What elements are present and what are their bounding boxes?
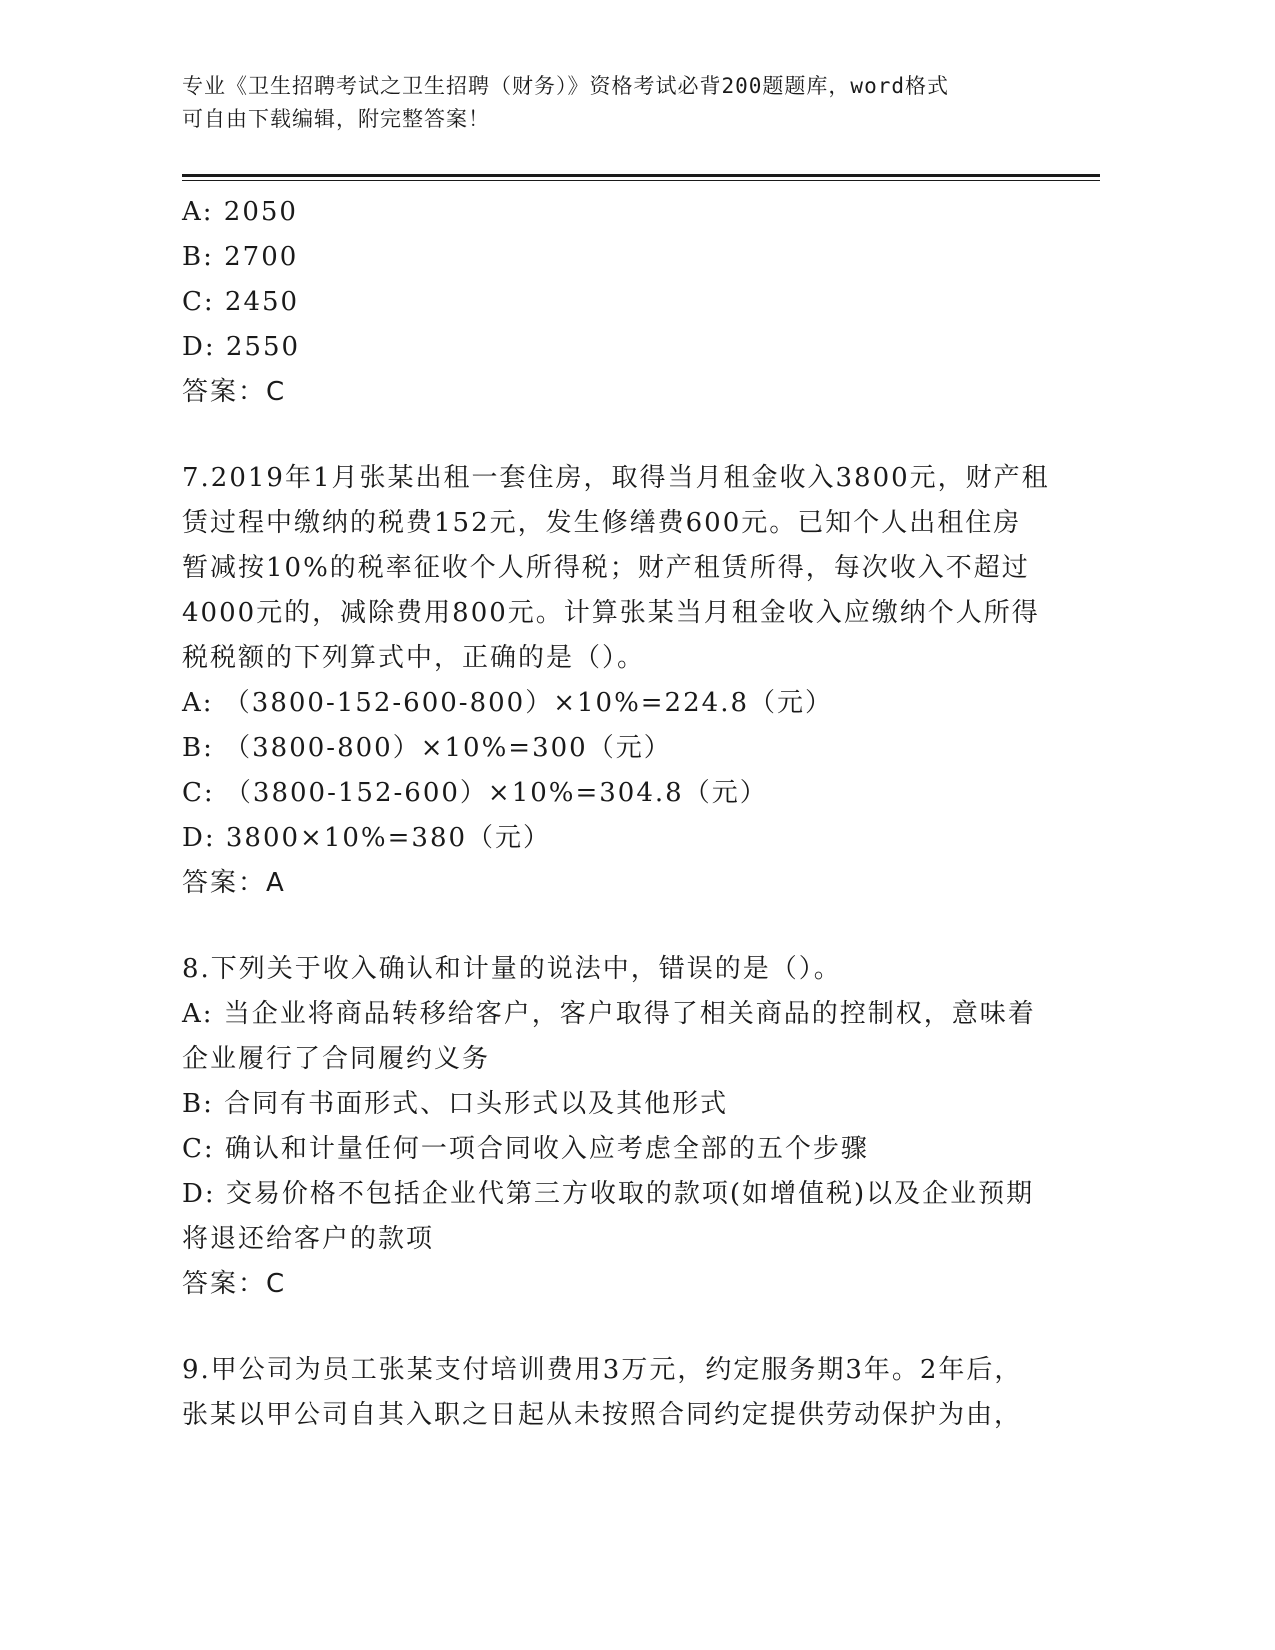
option-d: D: 2550: [182, 332, 301, 362]
option-c: C: 2450: [182, 287, 300, 317]
spacer: [182, 415, 1062, 456]
prev-question: [182, 190, 1062, 415]
option-a-continued: 企业履行了合同履约义务: [182, 1044, 491, 1074]
option-c: C: （3800-152-600）×10%=304.8（元）: [182, 778, 768, 808]
question-stem-line: 7.2019年1月张某出租一套住房，取得当月租金收入3800元，财产租: [182, 463, 1050, 493]
question-stem-line: 4000元的，减除费用800元。计算张某当月租金收入应缴纳个人所得: [182, 598, 1040, 628]
header-line-1: 专业《卫生招聘考试之卫生招聘（财务）》资格考试必背200题题库，word格式: [182, 74, 949, 98]
spacer: [182, 1307, 1062, 1348]
option-d: D: 交易价格不包括企业代第三方收取的款项(如增值税)以及企业预期: [182, 1179, 1035, 1209]
spacer: [182, 906, 1062, 947]
question-stem-line: 赁过程中缴纳的税费152元，发生修缮费600元。已知个人出租住房: [182, 508, 1022, 538]
header-line-2: 可自由下载编辑，附完整答案！: [182, 107, 490, 131]
option-b: B: 2700: [182, 242, 299, 272]
question-9: [182, 1348, 1062, 1438]
option-a: A: 2050: [182, 197, 298, 227]
document-header: [182, 70, 1052, 136]
option-d: D: 3800×10%=380（元）: [182, 823, 552, 853]
question-stem-line: 8.下列关于收入确认和计量的说法中，错误的是（）。: [182, 954, 842, 984]
option-d-continued: 将退还给客户的款项: [182, 1224, 435, 1254]
option-a: A: 当企业将商品转移给客户，客户取得了相关商品的控制权，意味着: [182, 999, 1036, 1029]
option-c: C: 确认和计量任何一项合同收入应考虑全部的五个步骤: [182, 1134, 869, 1164]
option-b: B: 合同有书面形式、口头形式以及其他形式: [182, 1089, 729, 1119]
question-7: [182, 456, 1062, 906]
question-stem-line: 税税额的下列算式中，正确的是（）。: [182, 643, 646, 673]
header-divider-thick: [182, 174, 1100, 177]
answer-line: 答案：A: [182, 868, 286, 898]
header-divider-thin: [182, 180, 1100, 181]
answer-line: 答案：C: [182, 1269, 287, 1299]
answer-line: 答案：C: [182, 377, 287, 407]
option-b: B: （3800-800）×10%=300（元）: [182, 733, 672, 763]
question-8: [182, 947, 1062, 1307]
question-stem-line: 张某以甲公司自其入职之日起从未按照合同约定提供劳动保护为由，: [182, 1400, 1023, 1430]
question-stem-line: 9.甲公司为员工张某支付培训费用3万元，约定服务期3年。2年后，: [182, 1355, 1023, 1385]
question-stem-line: 暂减按10%的税率征收个人所得税；财产租赁所得，每次收入不超过: [182, 553, 1030, 583]
option-a: A: （3800-152-600-800）×10%=224.8（元）: [182, 688, 833, 718]
question-content: [182, 190, 1062, 1438]
